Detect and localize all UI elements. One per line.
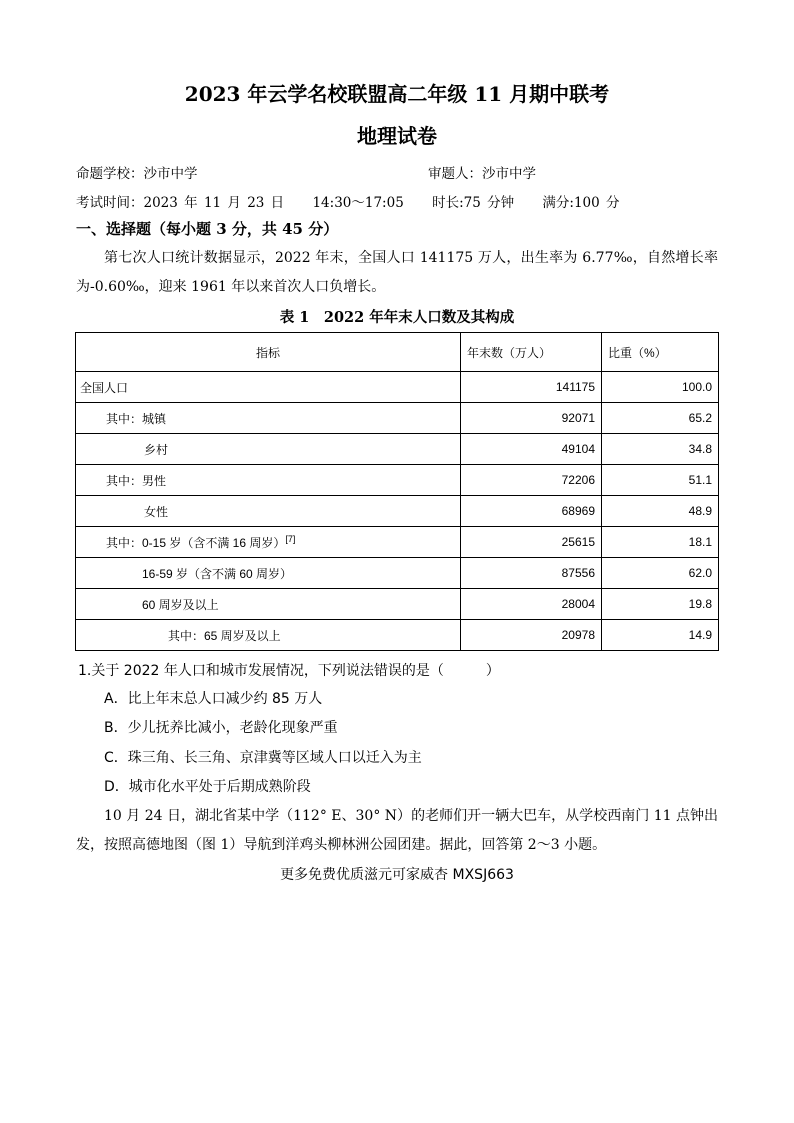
row-share: 19.8 <box>602 589 719 620</box>
row-label: 乡村 <box>76 434 461 465</box>
row-share: 18.1 <box>602 527 719 558</box>
table-row <box>76 496 719 527</box>
row-value: 68969 <box>461 496 602 527</box>
setter-info: 命题学校：沙市中学 <box>76 166 198 182</box>
row-share: 62.0 <box>602 558 719 589</box>
row-value: 92071 <box>461 403 602 434</box>
row-label: 其中：男性 <box>76 465 461 496</box>
population-table <box>75 332 719 651</box>
passage-population: 第七次人口统计数据显示，2022 年末，全国人口 141175 万人，出生率为 6.77‰，自然增长率为-0.60‰，迎来 1961 年以来首次人口负增长。 <box>76 250 718 295</box>
row-share: 51.1 <box>602 465 719 496</box>
question-1-stem: 1.关于 2022 年人口和城市发展情况，下列说法错误的是（ ） <box>78 663 500 679</box>
table-row <box>76 558 719 589</box>
table-header-cell: 比重（%） <box>602 333 719 372</box>
row-label: 16-59 岁（含不满 60 周岁） <box>76 558 461 589</box>
row-value: 25615 <box>461 527 602 558</box>
row-value: 141175 <box>461 372 602 403</box>
row-value: 72206 <box>461 465 602 496</box>
reviewer-info: 审题人：沙市中学 <box>428 166 536 182</box>
row-label-cell <box>76 527 461 558</box>
exam-full-score: 满分:100 分 <box>542 195 620 211</box>
passage-field-trip: 10 月 24 日，湖北省某中学（112° E、30° N）的老师们开一辆大巴车，从学校西南门 11 点钟出发，按照高德地图（图 1）导航到洋鸡头柳林洲公园团建。据此，回答第 2～3 小题。 <box>76 808 718 853</box>
question-1-option-a: A．比上年末总人口减少约 85 万人 <box>104 691 323 707</box>
row-value: 87556 <box>461 558 602 589</box>
table-row <box>76 465 719 496</box>
table-caption: 表 1 2022 年年末人口数及其构成 <box>279 309 515 326</box>
row-label: 其中：65 周岁及以上 <box>76 620 461 651</box>
row-label: 全国人口 <box>76 372 461 403</box>
table-row <box>76 620 719 651</box>
section-heading: 一、选择题（每小题 3 分，共 45 分） <box>76 220 339 238</box>
row-share: 48.9 <box>602 496 719 527</box>
row-label: 其中：0-15 岁（含不满 16 周岁） <box>106 535 286 550</box>
row-share: 34.8 <box>602 434 719 465</box>
row-value: 20978 <box>461 620 602 651</box>
exam-time-line <box>76 191 642 211</box>
row-share: 65.2 <box>602 403 719 434</box>
footer-note: 更多免费优质滋元可家威杏 MXSJ663 <box>280 867 514 883</box>
table-row <box>76 372 719 403</box>
exam-title: 2023 年云学名校联盟高二年级 11 月期中联考 <box>184 82 610 106</box>
table-header-cell: 指标 <box>76 333 461 372</box>
table-header-row <box>76 333 719 372</box>
row-share: 14.9 <box>602 620 719 651</box>
exam-date: 考试时间：2023 年 11 月 23 日 <box>76 195 285 211</box>
row-label: 其中：城镇 <box>76 403 461 434</box>
row-share: 100.0 <box>602 372 719 403</box>
question-1-option-d: D．城市化水平处于后期成熟阶段 <box>104 779 311 795</box>
row-label: 60 周岁及以上 <box>76 589 461 620</box>
row-value: 49104 <box>461 434 602 465</box>
exam-time-range: 14:30～17:05 <box>312 195 404 211</box>
table-row <box>76 589 719 620</box>
question-1-option-c: C．珠三角、长三角、京津冀等区域人口以迁入为主 <box>104 750 422 766</box>
table-row <box>76 527 719 558</box>
question-1-option-b: B．少儿抚养比减小，老龄化现象严重 <box>104 720 338 736</box>
table-row <box>76 403 719 434</box>
exam-duration: 时长:75 分钟 <box>432 195 515 211</box>
row-label: 女性 <box>76 496 461 527</box>
table-header-cell: 年末数（万人） <box>461 333 602 372</box>
table-row <box>76 434 719 465</box>
exam-subject: 地理试卷 <box>357 124 437 148</box>
row-value: 28004 <box>461 589 602 620</box>
footnote-mark: [7] <box>285 533 296 544</box>
